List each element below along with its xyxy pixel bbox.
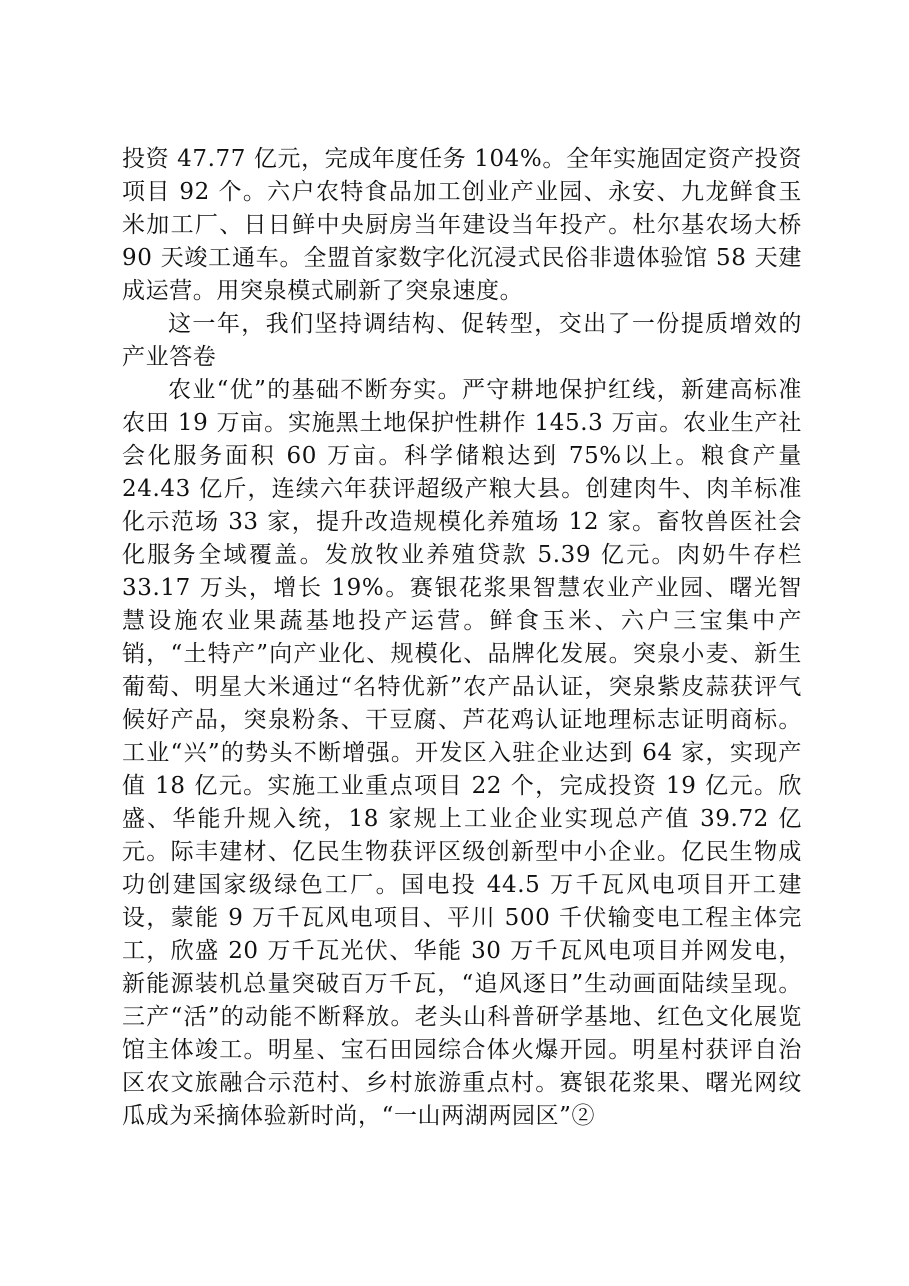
document-body: [122, 143, 802, 1133]
paragraph-investment-summary: 投资 47.77 亿元，完成年度任务 104%。全年实施固定资产投资项目 92 个。六户农特食品加工创业产业园、永安、九龙鲜食玉米加工厂、日日鲜中央厨房当年建设当年投产。杜尔基农场大桥 90 天竣工通车。全盟首家数字化沉浸式民俗非遗体验馆 58 天建成运营。用突泉模式刷新了突泉速度。: [122, 146, 802, 304]
paragraph-industry-heading: 这一年，我们坚持调结构、促转型，交出了一份提质增效的产业答卷: [122, 311, 802, 370]
paragraph-industry-details: 农业“优”的基础不断夯实。严守耕地保护红线，新建高标准农田 19 万亩。实施黑土地保护性耕作 145.3 万亩。农业生产社会化服务面积 60 万亩。科学储粮达到 75%以上。粮食产量 24.43 亿斤，连续六年获评超级产粮大县。创建肉牛、肉羊标准化示范场 33 家，提升改造规模化养殖场 12 家。畜牧兽医社会化服务全域覆盖。发放牧业养殖贷款 5.39 亿元。肉奶牛存栏 33.17 万头，增长 19%。赛银花浆果智慧农业产业园、曙光智慧设施农业果蔬基地投产运营。鲜食玉米、六户三宝集中产销，“土特产”向产业化、规模化、品牌化发展。突泉小麦、新生葡萄、明星大米通过“名特优新”农产品认证，突泉紫皮蒜获评气候好产品，突泉粉条、干豆腐、芦花鸡认证地理标志证明商标。工业“兴”的势头不断增强。开发区入驻企业达到 64 家，实现产值 18 亿元。实施工业重点项目 22 个，完成投资 19 亿元。欣盛、华能升规入统，18 家规上工业企业实现总产值 39.72 亿元。际丰建材、亿民生物获评区级创新型中小企业。亿民生物成功创建国家级绿色工厂。国电投 44.5 万千瓦风电项目开工建设，蒙能 9 万千瓦风电项目、平川 500 千伏输变电工程主体完工，欣盛 20 万千瓦光伏、华能 30 万千瓦风电项目并网发电，新能源装机总量突破百万千瓦，“追风逐日”生动画面陆续呈现。三产“活”的动能不断释放。老头山科普研学基地、红色文化展览馆主体竣工。明星、宝石田园综合体火爆开园。明星村获评自治区农文旅融合示范村、乡村旅游重点村。赛银花浆果、曙光网纹瓜成为采摘体验新时尚，“一山两湖两园区”②: [122, 377, 802, 1129]
